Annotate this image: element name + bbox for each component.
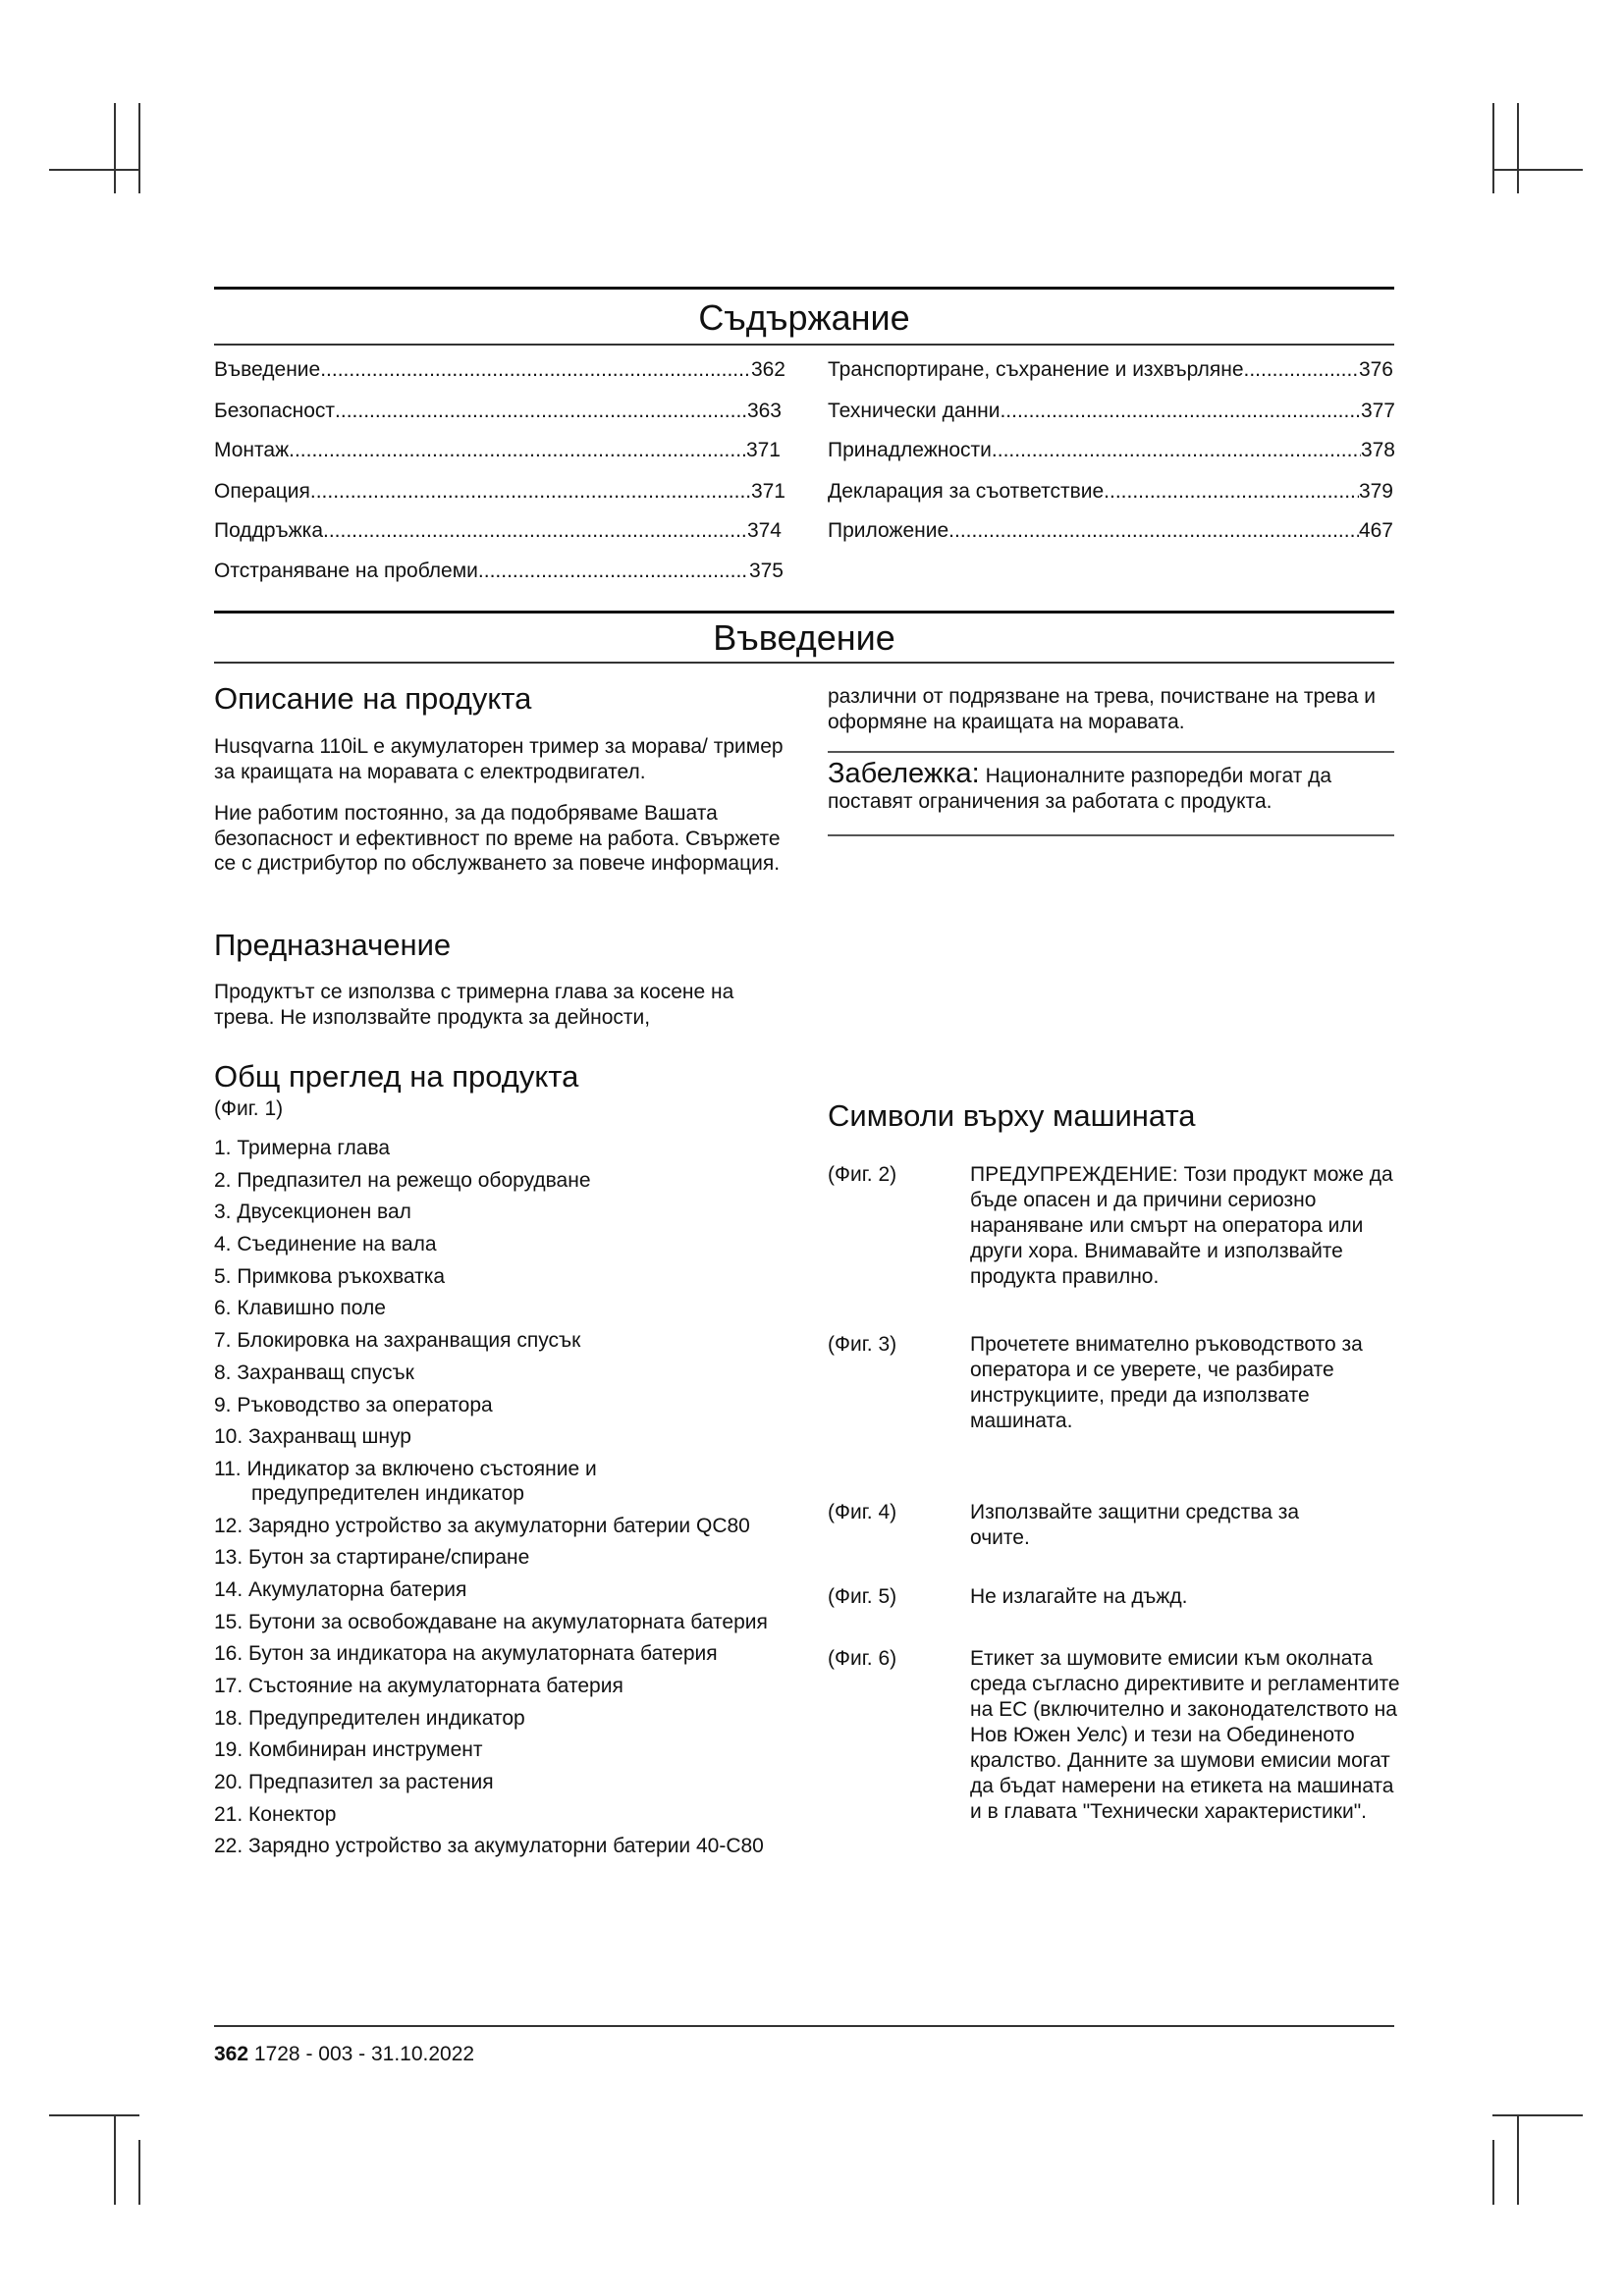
list-item: 12. Зарядно устройство за акумулаторни батерии QC80 — [214, 1514, 750, 1537]
list-item: 17. Състояние на акумулаторната батерия — [214, 1675, 623, 1697]
toc-entry[interactable]: Приложение ..... 467 — [828, 519, 1393, 543]
doc-info: 1728 - 003 - 31.10.2022 — [253, 2043, 475, 2065]
crop-mark — [1492, 2140, 1494, 2205]
symbol-fig-ref: (Фиг. 2) — [828, 1163, 897, 1186]
toc-title: Съдържание — [698, 297, 910, 338]
symbol-fig-ref: (Фиг. 5) — [828, 1585, 897, 1608]
symbol-entry — [828, 1584, 1397, 1614]
list-item: 15. Бутони за освобождаване на акумулаторната батерия — [214, 1610, 768, 1633]
purpose-paragraph: Продуктът се използва с тримерна глава за косене на трева. Не използвайте продукта за дейности, — [214, 981, 734, 1029]
crop-mark — [49, 2114, 139, 2116]
crop-mark — [114, 2114, 116, 2205]
symbol-description: Прочетете внимателно ръководството за оператора и се уверете, че разбирате инструкциите, преди да използвате машината. — [970, 1333, 1363, 1432]
symbol-description: Етикет за шумовите емисии към околната среда съгласно директивите и регламентите на ЕС (включително и законодателството на Нов Южен Уелс) и тези на Обединеното кралство. Данните за шумови емисии могат да бъдат намерени на етикета на машината и в главата "Технически характеристики". — [970, 1647, 1400, 1823]
toc-entry[interactable]: Технически данни ..... 377 — [828, 400, 1395, 423]
list-item: 21. Конектор — [214, 1802, 337, 1826]
symbol-entry — [828, 1332, 1397, 1440]
footer-rule — [214, 2025, 1394, 2027]
toc-top-rule — [214, 287, 1394, 290]
symbol-fig-ref: (Фиг. 3) — [828, 1333, 897, 1356]
crop-mark — [1517, 2114, 1519, 2205]
crop-mark — [138, 2140, 140, 2205]
page-footer — [214, 2042, 474, 2067]
list-item: 8. Захранващ спусък — [214, 1361, 414, 1384]
purpose-paragraph-continued: различни от подрязване на трева, почистване на трева и оформяне на краищата на моравата. — [828, 685, 1376, 733]
crop-mark — [1492, 169, 1583, 171]
symbols-heading: Символи върху машината — [828, 1098, 1196, 1133]
toc-entry[interactable]: Поддръжка ..... 374 — [214, 519, 782, 543]
list-item: 11. Индикатор за включено състояние и предупредителен индикатор — [214, 1457, 597, 1505]
crop-mark — [138, 103, 140, 193]
crop-mark — [1517, 103, 1519, 193]
note-top-rule — [828, 751, 1394, 753]
list-item: 7. Блокировка на захранващия спусък — [214, 1329, 581, 1353]
toc-entry[interactable]: Принадлежности ..... 378 — [828, 439, 1395, 462]
list-item: 9. Ръководство за оператора — [214, 1393, 493, 1416]
symbol-description: ПРЕДУПРЕЖДЕНИЕ: Този продукт може да бъде опасен и да причини сериозно нараняване или смърт на оператора или други хора. Внимавайте и използвайте продукта правилно. — [970, 1163, 1393, 1288]
list-item: 16. Бутон за индикатора на акумулаторната батерия — [214, 1642, 718, 1666]
list-item: 14. Акумулаторна батерия — [214, 1577, 467, 1601]
symbol-fig-ref: (Фиг. 4) — [828, 1501, 897, 1523]
symbol-description: Използвайте защитни средства за очите. — [970, 1501, 1300, 1549]
parts-list — [214, 1136, 803, 1866]
page-number: 362 — [214, 2043, 249, 2065]
crop-mark — [1492, 103, 1494, 193]
note-label: Забележка: — [828, 758, 980, 789]
section-title-rule — [214, 662, 1394, 664]
list-item: 18. Предупредителен индикатор — [214, 1706, 525, 1730]
symbol-entry — [828, 1500, 1397, 1559]
description-heading: Описание на продукта — [214, 681, 532, 716]
list-item: 1. Тримерна глава — [214, 1137, 391, 1159]
list-item: 2. Предпазител на режещо оборудване — [214, 1168, 591, 1192]
list-item: 19. Комбиниран инструмент — [214, 1738, 483, 1762]
symbol-description: Не излагайте на дъжд. — [970, 1585, 1188, 1608]
section-top-rule — [214, 611, 1394, 614]
toc-entry[interactable]: Въведение ..... 362 — [214, 358, 785, 382]
symbol-fig-ref: (Фиг. 6) — [828, 1647, 897, 1670]
purpose-heading: Предназначение — [214, 928, 452, 962]
overview-heading: Общ преглед на продукта — [214, 1059, 579, 1094]
list-item: 3. Двусекционен вал — [214, 1201, 411, 1224]
toc-title-rule — [214, 344, 1394, 346]
toc-entry[interactable]: Отстраняване на проблеми ..... 375 — [214, 560, 784, 583]
toc-entry[interactable]: Монтаж ..... 371 — [214, 439, 781, 462]
symbol-entry — [828, 1162, 1397, 1300]
section-title: Въведение — [713, 617, 895, 658]
crop-mark — [114, 103, 116, 193]
list-item: 5. Примкова ръкохватка — [214, 1264, 446, 1288]
list-item: 20. Предпазител за растения — [214, 1771, 494, 1794]
toc-entry[interactable]: Транспортиране, съхранение и изхвърляне ..... 376 — [828, 358, 1393, 382]
symbol-entry — [828, 1646, 1400, 1921]
toc-entry[interactable]: Безопасност ..... 363 — [214, 400, 782, 423]
description-paragraph: Ние работим постоянно, за да подобряваме Вашата безопасност и ефективност по време на работа. Свържете се с дистрибутор по обслужването за повече информация. — [214, 802, 781, 875]
crop-mark — [49, 169, 139, 171]
list-item: 13. Бутон за стартиране/спиране — [214, 1546, 530, 1570]
toc-entry[interactable]: Операция ..... 371 — [214, 480, 785, 504]
description-paragraph: Husqvarna 110iL е акумулаторен тример за морава/ тример за краищата на моравата с електродвигател. — [214, 735, 784, 783]
note-block — [828, 758, 1397, 814]
list-item: 4. Съединение на вала — [214, 1233, 437, 1256]
list-item: 22. Зарядно устройство за акумулаторни батерии 40-C80 — [214, 1835, 764, 1858]
toc-entry[interactable]: Декларация за съответствие ..... 379 — [828, 480, 1393, 504]
note-text: Националните разпоредби могат да поставят ограничения за работата с продукта. — [828, 765, 1332, 813]
overview-fig-ref: (Фиг. 1) — [214, 1097, 284, 1120]
list-item: 6. Клавишно поле — [214, 1297, 386, 1320]
list-item: 10. Захранващ шнур — [214, 1425, 411, 1449]
note-bottom-rule — [828, 834, 1394, 836]
crop-mark — [1492, 2114, 1583, 2116]
